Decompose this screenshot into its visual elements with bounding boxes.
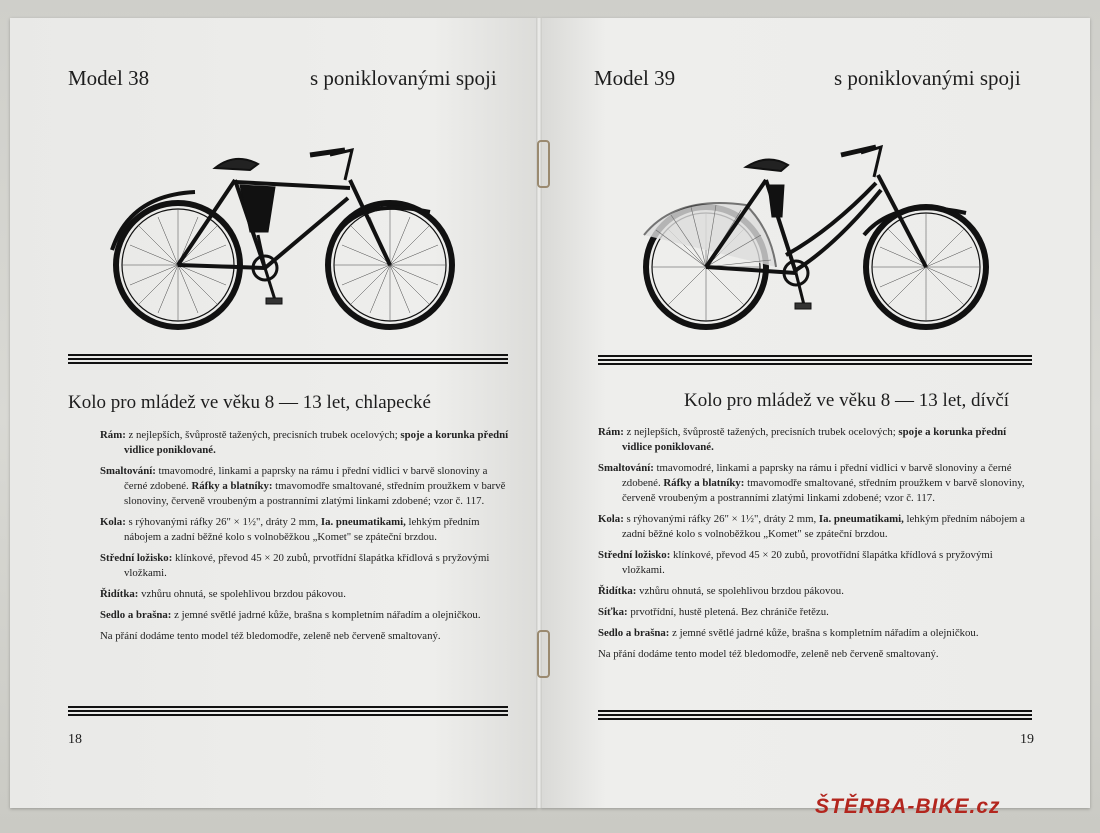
spec-frame: Rám: z nejlepších, švůprostě tažených, precisních trubek ocelových; spoje a korunka přední vidlice poniklované. <box>100 429 509 456</box>
subtitle-right: s poniklovanými spoji <box>834 66 1021 90</box>
spec-footer-right: Na přání dodáme tento model též bledomodře, zeleně neb červeně smaltovaný. <box>598 648 939 660</box>
girls-bicycle-illustration <box>636 135 996 335</box>
spec-saddle: Sedlo a brašna: z jemné světlé jadrné kůže, brašna s kompletním nářadím a olejničkou. <box>598 627 979 639</box>
subtitle-left: s poniklovanými spoji <box>310 66 497 90</box>
rule-top-left <box>68 354 508 366</box>
rule-top-right <box>598 355 1032 367</box>
spec-handlebars: Řidítka: vzhůru ohnutá, se spolehlivou brzdou pákovou. <box>100 588 346 600</box>
heading-left: Kolo pro mládež ve věku 8 — 13 let, chlapecké <box>68 392 431 413</box>
model-title-right: Model 39 <box>594 66 676 90</box>
spec-enamel: Smaltování: tmavomodré, linkami a paprsky na rámu i přední vidlici v barvě slonoviny a černé zdobené. Ráfky a blatníky: tmavomodře smaltované, středním proužkem v barvě slonoviny, červeně vroubeným a postranními zlatými linkami zdobené; vzor č. 117. <box>100 465 506 507</box>
page-number-right: 19 <box>1020 732 1034 747</box>
spec-wheels: Kola: s rýhovanými ráfky 26" × 1½", dráty 2 mm, Ia. pneumatikami, lehkým předním nábojem a zadní běžné kolo s volnoběžkou „Komet" se zpáteční brzdou. <box>100 516 480 543</box>
heading-right: Kolo pro mládež ve věku 8 — 13 let, dívčí <box>684 390 1010 411</box>
spec-list-left <box>100 428 510 644</box>
spec-frame: Rám: z nejlepších, švůprostě tažených, precisních trubek ocelových; spoje a korunka přední vidlice poniklované. <box>598 426 1007 453</box>
staple-bottom <box>537 630 550 678</box>
spec-net: Síťka: prvotřídní, hustě pletená. Bez chrániče řetězu. <box>598 606 829 618</box>
spec-footer-left: Na přání dodáme tento model též bledomodře, zeleně neb červeně smaltovaný. <box>100 630 441 642</box>
spec-bearing: Střední ložisko: klínkové, převod 45 × 20 zubů, prvotřídní šlapátka křídlová s pryžovými vložkami. <box>100 552 490 579</box>
rule-bottom-left <box>68 706 508 718</box>
spec-wheels: Kola: s rýhovanými ráfky 26" × 1½", dráty 2 mm, Ia. pneumatikami, lehkým předním nábojem a zadní běžné kolo s volnoběžkou „Komet" se zpáteční brzdou. <box>598 513 1025 540</box>
spec-handlebars: Řidítka: vzhůru ohnutá, se spolehlivou brzdou pákovou. <box>598 585 844 597</box>
spine <box>536 18 542 808</box>
model-title-left: Model 38 <box>68 66 150 90</box>
spec-saddle: Sedlo a brašna: z jemné světlé jadrné kůže, brašna s kompletním nářadím a olejničkou. <box>100 609 481 621</box>
page-number-left: 18 <box>68 732 82 747</box>
boys-bicycle-illustration <box>100 140 470 335</box>
spec-enamel: Smaltování: tmavomodré, linkami a paprsky na rámu i přední vidlici v barvě slonoviny a černé zdobené. Ráfky a blatníky: tmavomodře smaltované, středním proužkem v barvě slonoviny, červeně vroubeným a postranními zlatými linkami zdobené; vzor č. 117. <box>598 462 1025 504</box>
watermark-logo: ŠTĚRBA-BIKE.cz <box>815 795 1001 818</box>
spec-bearing: Střední ložisko: klínkové, převod 45 × 20 zubů, provotřídní šlapátka křídlová s pryžovými vložkami. <box>598 549 993 576</box>
staple-top <box>537 140 550 188</box>
rule-bottom-right <box>598 710 1032 722</box>
spec-list-right <box>598 425 1032 662</box>
